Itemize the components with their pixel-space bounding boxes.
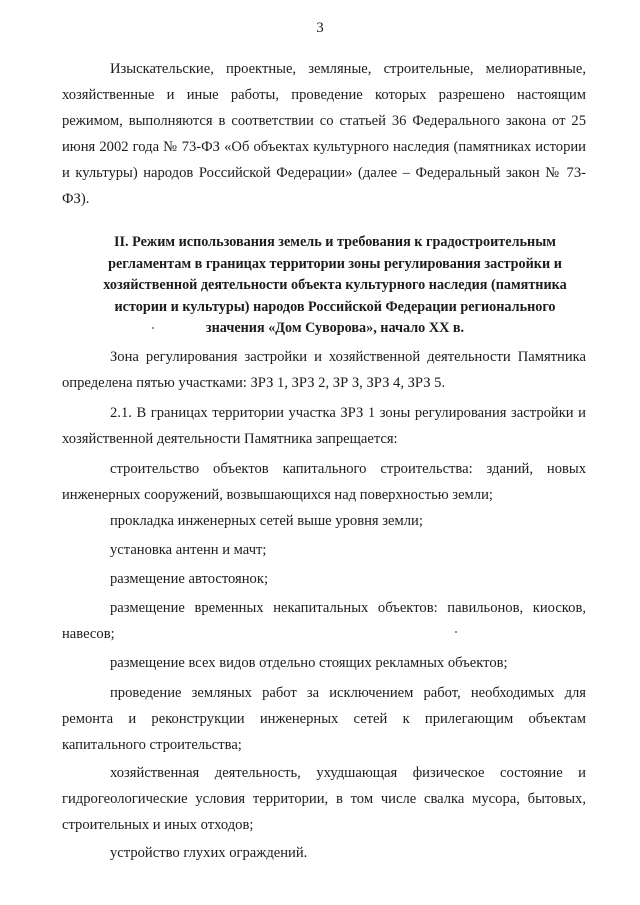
prohibition-item: проведение земляных работ за исключением работ, необходимых для ремонта и реконструкции инженерных сетей к прилегающим объектам капитального строительства; xyxy=(62,685,586,753)
scan-speck xyxy=(455,631,457,633)
zone-paragraph: Зона регулирования застройки и хозяйственной деятельности Памятника определена пятью участками: ЗРЗ 1, ЗРЗ 2, ЗР З, ЗРЗ 4, ЗРЗ 5. xyxy=(62,349,586,391)
page-number: 3 xyxy=(316,20,324,36)
intro-paragraph: Изыскательские, проектные, земляные, строительные, мелиоративные, хозяйственные и иные работы, проведение которых разрешено настоящим режимом, выполняются в соответствии со статьей 36 Федерального закона от 25 июня 2002 года № 73-ФЗ «Об объектах культурного наследия (памятниках истории и культуры) народов Российской Федерации» (далее – Федеральный закон № 73-ФЗ). xyxy=(62,61,586,207)
scan-speck xyxy=(152,327,154,329)
prohibition-item: размещение всех видов отдельно стоящих рекламных объектов; xyxy=(110,655,508,671)
prohibition-item: размещение временных некапитальных объектов: павильонов, киосков, навесов; xyxy=(62,600,586,642)
section-heading: II. Режим использования земель и требования к градостроительным регламентам в границах территории зоны регулирования застройки и хозяйственной деятельности объекта культурного наследия (памятника истории и культуры) народов Российской Федерации регионального значения «Дом Суворова», начало XX в. xyxy=(103,234,567,336)
prohibition-item: хозяйственная деятельность, ухудшающая физическое состояние и гидрогеологические условия территории, в том числе свалка мусора, бытовых, строительных и иных отходов; xyxy=(62,765,586,833)
prohibition-item: прокладка инженерных сетей выше уровня земли; xyxy=(110,513,423,529)
clause-2-1: 2.1. В границах территории участка ЗРЗ 1 зоны регулирования застройки и хозяйственной деятельности Памятника запрещается: xyxy=(62,405,586,447)
prohibition-item: строительство объектов капитального строительства: зданий, новых инженерных сооружений, возвышающихся над поверхностью земли; xyxy=(62,461,586,503)
prohibition-item: установка антенн и мачт; xyxy=(110,542,267,558)
prohibition-item: размещение автостоянок; xyxy=(110,571,269,587)
prohibition-item: устройство глухих ограждений. xyxy=(110,845,308,861)
